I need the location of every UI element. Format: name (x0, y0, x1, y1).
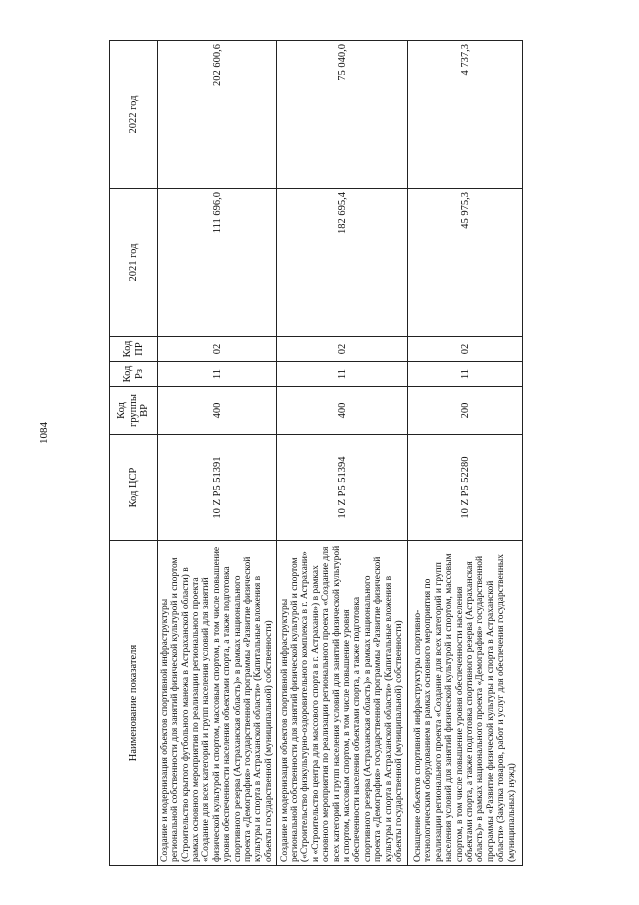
row-rz: 11 (158, 362, 277, 387)
rotated-table-container (109, 41, 522, 866)
header-rz: Код Рз (110, 362, 158, 387)
row-2022: 202 600,6 (158, 41, 277, 189)
row-csr: 10 Z P5 51394 (277, 435, 408, 541)
row-2021: 45 975,3 (408, 189, 523, 337)
row-pr: 02 (408, 337, 523, 362)
table-header-row (110, 41, 158, 866)
row-pr: 02 (277, 337, 408, 362)
table-row (158, 41, 277, 866)
row-name: Создание и модернизация объектов спортивной инфраструктуры региональной собственности для занятий физической культурой и спортом («Строительство физкультурно-оздоровительного комплекса в г. Астрахани» и «Строительство центра для массового спорта в г. Астрахани») в рамках основного мероприятия по реализации регионального проекта «Создание для всех категорий и групп населения условий для занятий физической культурой и спортом, массовым спортом, в том числе повышение уровня обеспеченности населения объектами спорта, а также подготовка спортивного резерва (Астраханская область)» в рамках национального проекта «Демография» государственной программы «Развитие физической культуры и спорта в Астраханской области» (Капитальные вложения в объекты государственной (муниципальной) собственности) (277, 541, 408, 866)
header-name: Наименование показателя (110, 541, 158, 866)
page-number: 1084 (38, 422, 50, 444)
table-row (408, 41, 523, 866)
row-2021: 111 696,0 (158, 189, 277, 337)
row-pr: 02 (158, 337, 277, 362)
row-2022: 75 040,0 (277, 41, 408, 189)
row-rz: 11 (277, 362, 408, 387)
header-csr: Код ЦСР (110, 435, 158, 541)
header-2021: 2021 год (110, 189, 158, 337)
row-2022: 4 737,3 (408, 41, 523, 189)
table-row (277, 41, 408, 866)
row-name: Создание и модернизация объектов спортивной инфраструктуры региональной собственности для занятий физической культурой и спортом (Строительство крытого футбольного манежа в Астраханской области) в рамках основного мероприятия по реализации регионального проекта «Создание для всех категорий и групп населения условий для занятий физической культурой и спортом, массовым спортом, в том числе повышение уровня обеспеченности населения объектами спорта, а также подготовка спортивного резерва (Астраханская область)» в рамках национального проекта «Демография» государственной программы «Развитие физической культуры и спорта в Астраханской области» (Капитальные вложения в объекты государственной (муниципальной) собственности) (158, 541, 277, 866)
row-rz: 11 (408, 362, 523, 387)
header-vr: Код группы ВР (110, 387, 158, 435)
budget-table (109, 40, 523, 866)
row-vr: 400 (158, 387, 277, 435)
header-pr: Код ПР (110, 337, 158, 362)
row-vr: 400 (277, 387, 408, 435)
row-csr: 10 Z P5 52280 (408, 435, 523, 541)
row-csr: 10 Z P5 51391 (158, 435, 277, 541)
row-vr: 200 (408, 387, 523, 435)
row-2021: 182 695,4 (277, 189, 408, 337)
header-2022: 2022 год (110, 41, 158, 189)
row-name: Оснащение объектов спортивной инфраструктуры спортивно-технологическим оборудованием в рамках основного мероприятия по реализации регионального проекта «Создание для всех категорий и групп населения условий для занятий физической культурой и спортом, массовым спортом, в том числе повышение уровня обеспеченности населения объектами спорта, а также подготовка спортивного резерва (Астраханская область)» в рамках национального проекта «Демография» государственной программы «Развитие физической культуры и спорта в Астраханской области» (Закупка товаров, работ и услуг для обеспечения государственных (муниципальных) нужд) (408, 541, 523, 866)
